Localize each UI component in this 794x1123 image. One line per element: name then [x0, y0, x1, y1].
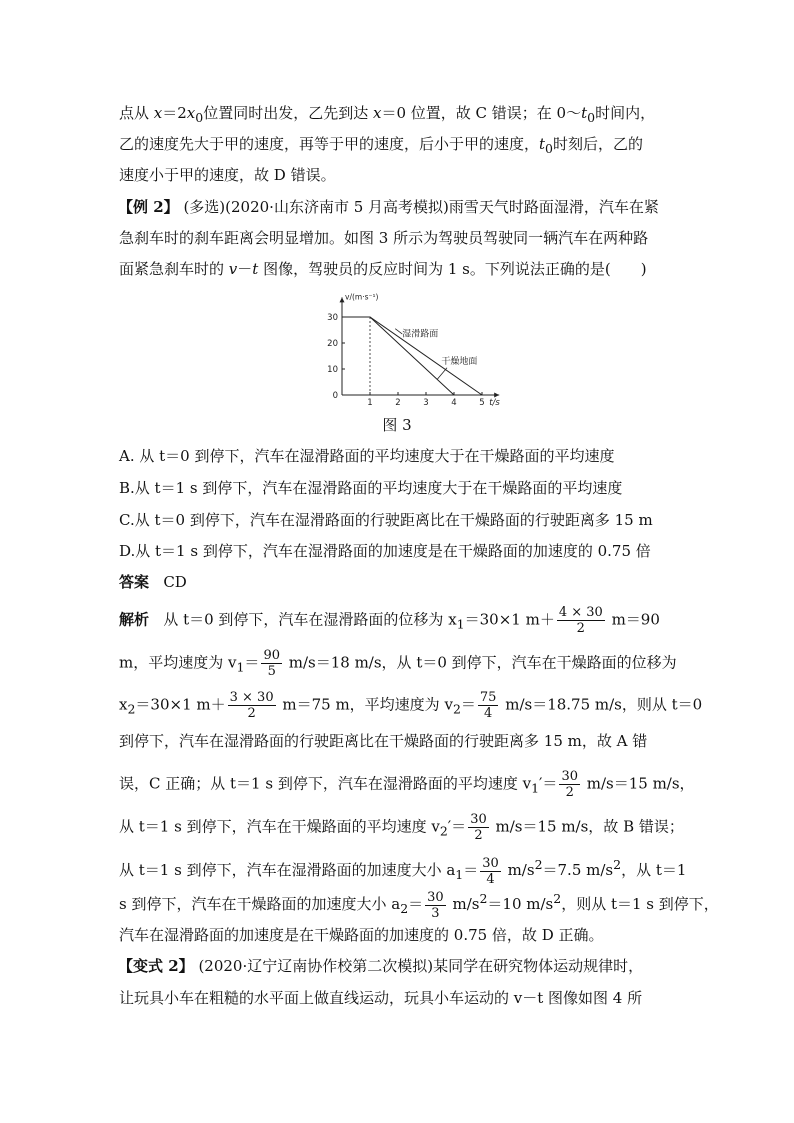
fraction: $\frac{3 \times 30}{2}$ [229, 690, 274, 721]
text-line: 乙的速度先大于甲的速度，再等于甲的速度，后小于甲的速度，$t_0$时刻后，乙的 [119, 135, 644, 156]
y-tick-label: 0 [332, 391, 338, 401]
series-leader-1 [395, 329, 402, 334]
vt-chart [320, 287, 500, 408]
example-tag: 【例 2】 [118, 198, 179, 216]
solution-line: 解析 从 t＝0 到停下，汽车在湿滑路面的位移为 $x_1=30\times 1$ m＋ $\frac{4 \times 30}{2}$ m＝90 [119, 605, 660, 636]
example-line: 面紧急刹车时的 v－t 图像，驾驶员的反应时间为 1 s。下列说法正确的是( ) [119, 260, 647, 278]
example-line: 【例 2】 (多选)(2020·山东济南市 5 月高考模拟)雨雪天气时路面湿滑，汽车在紧 [118, 198, 659, 216]
x-axis-arrow [494, 393, 499, 398]
fraction: $\frac{75}{4}$ [479, 690, 497, 721]
option-a: A. 从 t＝0 到停下，汽车在湿滑路面的平均速度大于在干燥路面的平均速度 [119, 447, 615, 465]
variant-line: 让玩具小车在粗糙的水平面上做直线运动，玩具小车运动的 v－t 图像如图 4 所 [119, 989, 643, 1007]
solution-line: 从 t＝1 s 到停下，汽车在干燥路面的平均速度 $v_2'=$ $\frac{30}{2}$ m/s＝15 m/s，故 B 错误； [119, 812, 684, 843]
option-c: C.从 t＝0 到停下，汽车在湿滑路面的行驶距离比在干燥路面的行驶距离多 15 m [119, 511, 653, 529]
fraction: $\frac{30}{4}$ [482, 855, 499, 887]
y-tick-label: 30 [327, 313, 338, 323]
text-line: 点从 $x=2x_0$位置同时出发，乙先到达 x＝0 位置，故 C 错误；在 $0\sim t_0$时间内， [119, 104, 656, 125]
solution-line: $x_2=30\times 1$ m＋ $\frac{3 \times 30}{2}$ m＝75 m，平均速度为 $v_2=$ $\frac{75}{4}$ m/s＝18.75 m/s，则从 t＝0 [119, 690, 703, 721]
series-label-2: 干燥地面 [441, 356, 478, 367]
fraction: $\frac{4 \times 30}{2}$ [558, 605, 603, 636]
option-d: D.从 t＝1 s 到停下，汽车在湿滑路面的加速度是在干燥路面的加速度的 0.75 倍 [119, 542, 651, 560]
text-line: 速度小于甲的速度，故 D 错误。 [119, 166, 336, 184]
y-tick-label: 10 [327, 365, 338, 375]
solution-line: 从 t＝1 s 到停下，汽车在湿滑路面的加速度大小 $a_1=$ $\frac{30}{4}$ $m/s^2=7.5$ $m/s^2$，从 t＝1 [119, 855, 687, 887]
example-line: 急刹车时的刹车距离会明显增加。如图 3 所示为驾驶员驾驶同一辆汽车在两种路 [119, 229, 649, 247]
answer-line [119, 572, 187, 592]
solution-line: s 到停下，汽车在干燥路面的加速度大小 $a_2=$ $\frac{30}{3}$ $m/s^2=10$ $m/s^2$，则从 t＝1 s 到停下， [119, 889, 719, 921]
fraction: $\frac{90}{5}$ [263, 648, 280, 679]
fraction: $\frac{30}{2}$ [561, 769, 578, 800]
series-leader-2 [437, 368, 447, 380]
solution-line: 误，C 正确；从 t＝1 s 到停下，汽车在湿滑路面的平均速度 $v_1'=$ $\frac{30}{2}$ m/s＝15 m/s， [119, 769, 695, 800]
figure-caption: 图 3 [382, 416, 412, 434]
x-tick-label: 4 [451, 398, 457, 408]
x-tick-label: 5 [479, 398, 485, 408]
y-axis-label: v/(m·s⁻¹) [345, 292, 379, 302]
y-tick-label: 20 [327, 339, 338, 349]
x-tick-label: 2 [395, 398, 401, 408]
answer-label: 答案 [119, 573, 150, 591]
series-label-1: 湿滑路面 [402, 329, 439, 340]
y-axis-arrow [340, 297, 345, 302]
x-tick-label: 3 [423, 398, 429, 408]
fraction: $\frac{30}{2}$ [470, 812, 487, 843]
solution-label: 解析 [119, 610, 150, 629]
fraction: $\frac{30}{3}$ [427, 889, 444, 921]
x-tick-label: 1 [367, 398, 373, 408]
option-b: B.从 t＝1 s 到停下，汽车在湿滑路面的平均速度大于在干燥路面的平均速度 [119, 479, 623, 497]
variant-line: 【变式 2】 (2020·辽宁辽南协作校第二次模拟)某同学在研究物体运动规律时， [118, 957, 644, 975]
solution-line: 汽车在湿滑路面的加速度是在干燥路面的加速度的 0.75 倍，故 D 正确。 [119, 926, 604, 944]
answer-value: CD [163, 573, 187, 591]
variant-tag: 【变式 2】 [118, 957, 194, 975]
x-axis-label: t/s [489, 398, 500, 408]
solution-line: 到停下，汽车在湿滑路面的行驶距离比在干燥路面的行驶距离多 15 m，故 A 错 [119, 732, 648, 750]
solution-line: m，平均速度为 $v_1=$ $\frac{90}{5}$ m/s＝18 m/s，从 t＝0 到停下，汽车在干燥路面的位移为 [119, 648, 677, 679]
